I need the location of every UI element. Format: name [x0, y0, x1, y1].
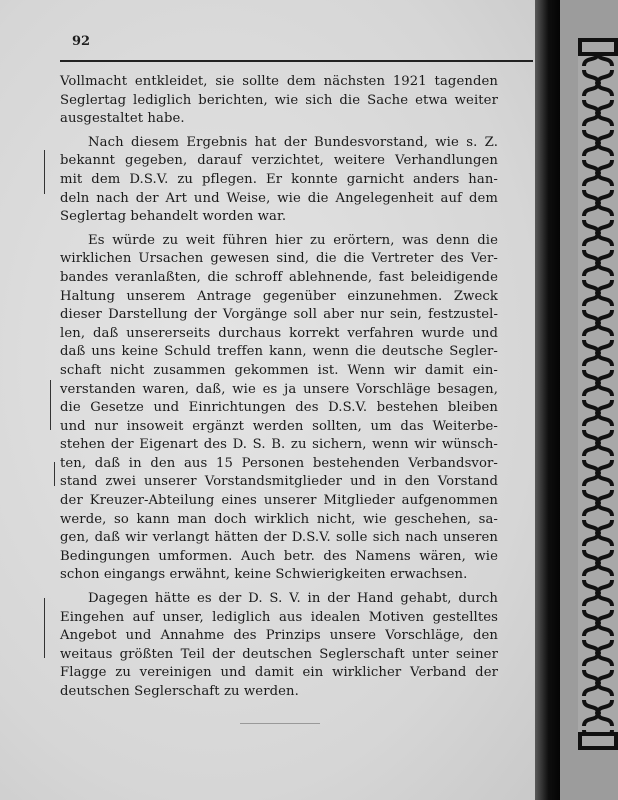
- header-rule: [60, 60, 533, 62]
- text-line: dieser Darstellung der Vorgänge soll aber nur sein, festzustel-: [60, 307, 498, 323]
- body-text: [60, 73, 498, 707]
- paragraph: [60, 73, 498, 129]
- footer-rule: [240, 723, 320, 724]
- text-line: werde, so kann man doch wirklich nicht, wie geschehen, sa-: [60, 511, 498, 527]
- decorative-border-ornament: [578, 38, 618, 750]
- text-line: Nach diesem Ergebnis hat der Bundesvorstand, wie s. Z.: [88, 134, 498, 150]
- text-line: ausgestaltet habe.: [60, 111, 185, 127]
- text-line: der Kreuzer-Abteilung eines unserer Mitglieder aufgenommen: [60, 493, 498, 509]
- text-line: deutschen Seglerschaft zu werden.: [60, 684, 299, 699]
- paragraph: [60, 232, 498, 585]
- paragraph: [60, 134, 498, 227]
- margin-mark: [50, 380, 51, 430]
- text-line: und nur insoweit ergänzt werden sollten, um das Weiterbe-: [60, 418, 498, 434]
- text-line: stehen der Eigenart des D. S. B. zu sichern, wenn wir wünsch-: [60, 437, 498, 453]
- text-line: len, daß unsererseits durchaus korrekt verfahren wurde und: [60, 325, 498, 341]
- text-line: weitaus größten Teil der deutschen Seglerschaft unter seiner: [60, 646, 498, 662]
- margin-mark: [54, 462, 55, 486]
- text-line: Es würde zu weit führen hier zu erörtern, was denn die: [88, 232, 498, 248]
- text-line: Seglertag lediglich berichten, wie sich die Sache etwa weiter: [60, 92, 498, 108]
- margin-mark: [44, 150, 45, 194]
- text-line: ten, daß in den aus 15 Personen bestehenden Verbandsvor-: [60, 455, 498, 471]
- text-line: deln nach der Art und Weise, wie die Angelegenheit auf dem: [60, 190, 498, 206]
- page-number: 92: [72, 34, 91, 49]
- text-line: Angebot und Annahme des Prinzips unsere Vorschläge, den: [60, 628, 498, 644]
- text-line: schaft nicht zusammen gekommen ist. Wenn wir damit ein-: [60, 362, 498, 378]
- text-line: bekannt gegeben, darauf verzichtet, weitere Verhandlungen: [60, 153, 498, 169]
- text-line: Dagegen hätte es der D. S. V. in der Hand gehabt, durch: [88, 591, 498, 607]
- text-line: verstanden waren, daß, wie es ja unsere Vorschläge besagen,: [60, 381, 498, 397]
- text-line: wirklichen Ursachen gewesen sind, die die Vertreter des Ver-: [60, 251, 498, 267]
- text-line: Vollmacht entkleidet, sie sollte dem nächsten 1921 tagenden: [60, 74, 498, 89]
- text-line: die Gesetze und Einrichtungen des D.S.V. bestehen bleiben: [60, 400, 498, 416]
- text-line: mit dem D.S.V. zu pflegen. Er konnte garnicht anders han-: [60, 171, 498, 187]
- text-line: gen, daß wir verlangt hätten der D.S.V. solle sich nach unseren: [60, 530, 498, 546]
- text-line: Seglertag behandelt worden war.: [60, 209, 287, 225]
- text-line: Eingehen auf unser, lediglich aus idealen Motiven gestelltes: [60, 609, 498, 625]
- text-line: daß uns keine Schuld treffen kann, wenn die deutsche Segler-: [60, 344, 498, 360]
- text-line: bandes veranlaßten, die schroff ablehnende, fast beleidigende: [60, 269, 498, 285]
- text-line: schon eingangs erwähnt, keine Schwierigkeiten erwachsen.: [60, 567, 468, 583]
- text-line: Bedingungen umformen. Auch betr. des Namens wären, wie: [60, 548, 498, 564]
- paragraph: [60, 590, 498, 702]
- margin-mark: [44, 598, 45, 658]
- text-line: Haltung unserem Antrage gegenüber einzunehmen. Zweck: [60, 288, 498, 304]
- text-line: stand zwei unserer Vorstandsmitglieder und in den Vorstand: [60, 474, 498, 490]
- text-line: Flagge zu vereinigen und damit ein wirklicher Verband der: [60, 665, 498, 681]
